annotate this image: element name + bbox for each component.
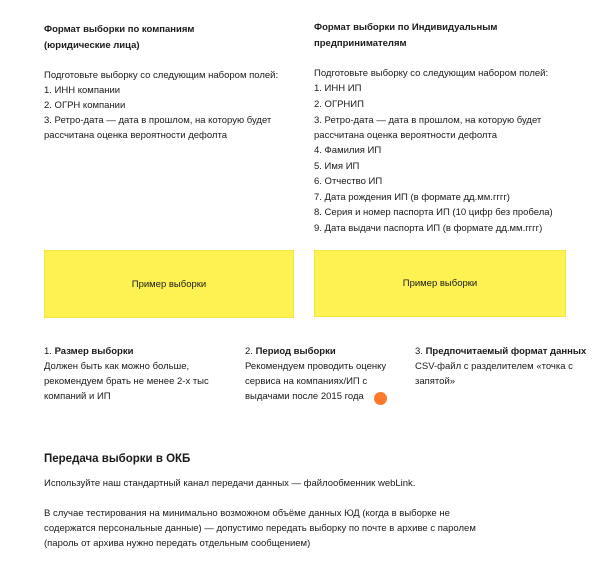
list-item: 3. Ретро-дата — дата в прошлом, на которую будет рассчитана оценка вероятности дефолта: [44, 115, 272, 141]
requirement-number: 2.: [245, 346, 253, 357]
entrepreneurs-field-list: [314, 81, 584, 236]
list-item: 1. ИНН ИП: [314, 83, 362, 94]
transfer-paragraph-email: В случае тестирования на минимально возможном объёме данных ЮД (когда в выборке не содержатся персональные данные) — допустимо передать выборку по почте в архиве с паролем (пароль от архива нужно передать отдельным сообщением): [44, 508, 476, 549]
requirement-header: [245, 344, 405, 359]
list-item: 7. Дата рождения ИП (в формате дд.мм.гггг): [314, 191, 510, 203]
companies-sample-button[interactable]: Пример выборки: [44, 250, 294, 318]
companies-format-intro: Подготовьте выборку со следующим набором полей:: [44, 70, 279, 81]
list-item: 9. Дата выдачи паспорта ИП (в формате дд.мм.гггг): [314, 222, 543, 234]
list-item: 2. ОГРН компании: [44, 100, 126, 111]
list-item: 4. Фамилия ИП: [314, 145, 382, 156]
requirement-header: [415, 344, 590, 359]
requirement-data-format: [415, 344, 590, 389]
entrepreneurs-format-section: [314, 20, 584, 236]
list-item: 3. Ретро-дата — дата в прошлом, на которую будет рассчитана оценка вероятности дефолта: [314, 114, 542, 141]
cursor-marker: [374, 392, 387, 405]
requirement-title: Предпочитаемый формат данных: [425, 346, 587, 357]
list-item: 5. Имя ИП: [314, 160, 360, 172]
companies-format-heading: Формат выборки по компаниям (юридические лица): [44, 24, 195, 51]
entrepreneurs-format-heading: Формат выборки по Индивидуальным предпринимателям: [314, 22, 498, 49]
entrepreneurs-sample-button[interactable]: Пример выборки: [314, 250, 566, 317]
requirement-text: CSV-файл с разделителем «точка с запятой»: [415, 361, 573, 387]
requirement-header: [44, 344, 234, 359]
requirement-text: Должен быть как можно больше, рекомендуем брать не менее 2-х тыс компаний и ИП: [44, 361, 209, 402]
transfer-paragraph-weblink: Используйте наш стандартный канал передачи данных — файлообменник webLink.: [44, 478, 416, 489]
requirement-sample-size: [44, 344, 234, 404]
companies-field-list: [44, 83, 304, 143]
requirement-text: Рекомендуем проводить оценку сервиса на компаниях/ИП с выдачами после 2015 года: [245, 361, 387, 402]
requirement-title: Период выборки: [255, 346, 336, 357]
list-item: 1. ИНН компании: [44, 85, 121, 96]
requirement-number: 1.: [44, 346, 52, 357]
requirement-number: 3.: [415, 346, 423, 357]
list-item: 6. Отчество ИП: [314, 176, 383, 187]
list-item: 2. ОГРНИП: [314, 99, 364, 110]
transfer-section-title: Передача выборки в ОКБ: [44, 453, 191, 465]
companies-format-section: [44, 22, 304, 143]
list-item: 8. Серия и номер паспорта ИП (10 цифр без пробела): [314, 207, 553, 218]
requirement-title: Размер выборки: [54, 346, 134, 357]
entrepreneurs-format-intro: Подготовьте выборку со следующим набором полей:: [314, 68, 549, 79]
